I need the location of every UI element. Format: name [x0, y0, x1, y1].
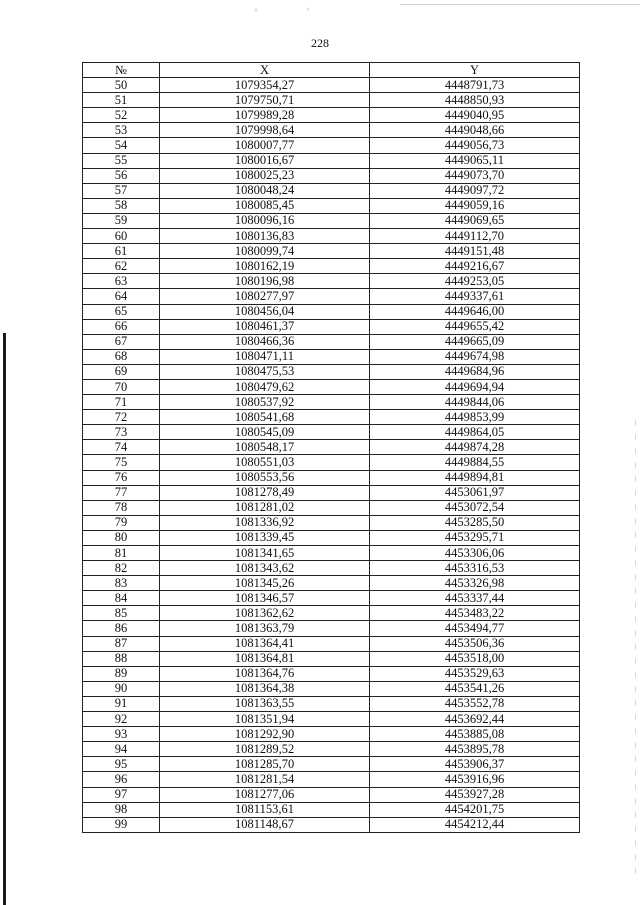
cell-number: 89: [83, 666, 160, 681]
table-row: [83, 410, 580, 425]
cell-y: 4453541,26: [370, 681, 580, 696]
table-row: [83, 108, 580, 123]
cell-x: 1081364,81: [160, 651, 370, 666]
header-number: №: [83, 63, 160, 78]
cell-y: 4449056,73: [370, 138, 580, 153]
cell-x: 1080096,16: [160, 213, 370, 228]
cell-number: 55: [83, 153, 160, 168]
cell-y: 4449684,96: [370, 364, 580, 379]
cell-number: 50: [83, 78, 160, 93]
cell-x: 1080479,62: [160, 379, 370, 394]
cell-x: 1079989,28: [160, 108, 370, 123]
cell-y: 4449048,66: [370, 123, 580, 138]
cell-y: 4453061,97: [370, 485, 580, 500]
cell-number: 63: [83, 274, 160, 289]
cell-x: 1080085,45: [160, 198, 370, 213]
cell-y: 4449864,05: [370, 425, 580, 440]
cell-y: 4453494,77: [370, 621, 580, 636]
cell-number: 96: [83, 772, 160, 787]
cell-x: 1080545,09: [160, 425, 370, 440]
cell-x: 1081277,06: [160, 787, 370, 802]
table-row: [83, 485, 580, 500]
cell-number: 79: [83, 515, 160, 530]
table-row: [83, 696, 580, 711]
table-row: [83, 757, 580, 772]
cell-number: 91: [83, 696, 160, 711]
cell-number: 88: [83, 651, 160, 666]
cell-y: 4449065,11: [370, 153, 580, 168]
cell-number: 62: [83, 259, 160, 274]
cell-number: 83: [83, 576, 160, 591]
table-row: [83, 727, 580, 742]
page-number: 228: [311, 36, 329, 50]
cell-y: 4449253,05: [370, 274, 580, 289]
cell-y: 4449337,61: [370, 289, 580, 304]
cell-x: 1081363,55: [160, 696, 370, 711]
cell-x: 1080196,98: [160, 274, 370, 289]
cell-x: 1079354,27: [160, 78, 370, 93]
table-row: [83, 395, 580, 410]
table-row: [83, 561, 580, 576]
table-row: [83, 364, 580, 379]
cell-y: 4449097,72: [370, 183, 580, 198]
cell-y: 4449694,94: [370, 379, 580, 394]
cell-number: 61: [83, 244, 160, 259]
table-row: [83, 787, 580, 802]
cell-y: 4454201,75: [370, 802, 580, 817]
table-row: [83, 712, 580, 727]
cell-number: 60: [83, 229, 160, 244]
cell-x: 1080537,92: [160, 395, 370, 410]
cell-x: 1081362,62: [160, 606, 370, 621]
cell-number: 81: [83, 546, 160, 561]
cell-x: 1079998,64: [160, 123, 370, 138]
table-row: [83, 334, 580, 349]
cell-x: 1080548,17: [160, 440, 370, 455]
cell-y: 4453316,53: [370, 561, 580, 576]
cell-number: 75: [83, 455, 160, 470]
table-row: [83, 681, 580, 696]
cell-number: 98: [83, 802, 160, 817]
cell-number: 84: [83, 591, 160, 606]
cell-number: 70: [83, 379, 160, 394]
cell-number: 54: [83, 138, 160, 153]
cell-number: 53: [83, 123, 160, 138]
cell-x: 1080475,53: [160, 364, 370, 379]
cell-y: 4453529,63: [370, 666, 580, 681]
cell-y: 4453506,36: [370, 636, 580, 651]
cell-x: 1080048,24: [160, 183, 370, 198]
cell-x: 1081289,52: [160, 742, 370, 757]
table-row: [83, 138, 580, 153]
table-row: [83, 259, 580, 274]
cell-y: 4449073,70: [370, 168, 580, 183]
cell-x: 1081278,49: [160, 485, 370, 500]
table-row: [83, 651, 580, 666]
cell-number: 65: [83, 304, 160, 319]
cell-x: 1080099,74: [160, 244, 370, 259]
cell-y: 4449059,16: [370, 198, 580, 213]
cell-number: 97: [83, 787, 160, 802]
cell-x: 1079750,71: [160, 93, 370, 108]
table-row: [83, 666, 580, 681]
table-row: [83, 213, 580, 228]
cell-x: 1081341,65: [160, 546, 370, 561]
table-row: [83, 802, 580, 817]
cell-y: 4453326,98: [370, 576, 580, 591]
table-row: [83, 168, 580, 183]
cell-number: 82: [83, 561, 160, 576]
table-row: [83, 78, 580, 93]
cell-x: 1080025,23: [160, 168, 370, 183]
table-row: [83, 229, 580, 244]
cell-number: 86: [83, 621, 160, 636]
cell-x: 1080553,56: [160, 470, 370, 485]
cell-x: 1081363,79: [160, 621, 370, 636]
cell-y: 4449665,09: [370, 334, 580, 349]
table-row: [83, 349, 580, 364]
cell-number: 92: [83, 712, 160, 727]
cell-y: 4453483,22: [370, 606, 580, 621]
cell-x: 1080277,97: [160, 289, 370, 304]
table-row: [83, 198, 580, 213]
cell-x: 1081285,70: [160, 757, 370, 772]
table-row: [83, 455, 580, 470]
cell-y: 4449655,42: [370, 319, 580, 334]
cell-number: 51: [83, 93, 160, 108]
header-x: X: [160, 63, 370, 78]
table-header-row: [83, 63, 580, 78]
table-row: [83, 470, 580, 485]
table-row: [83, 546, 580, 561]
table-row: [83, 93, 580, 108]
cell-number: 59: [83, 213, 160, 228]
table-row: [83, 425, 580, 440]
cell-y: 4453885,08: [370, 727, 580, 742]
cell-x: 1080461,37: [160, 319, 370, 334]
cell-x: 1081336,92: [160, 515, 370, 530]
cell-number: 64: [83, 289, 160, 304]
table-row: [83, 636, 580, 651]
cell-x: 1081281,02: [160, 500, 370, 515]
scan-artifact-line: [400, 4, 640, 5]
cell-y: 4449853,99: [370, 410, 580, 425]
cell-y: 4448791,73: [370, 78, 580, 93]
cell-x: 1081346,57: [160, 591, 370, 606]
cell-number: 71: [83, 395, 160, 410]
cell-x: 1081364,41: [160, 636, 370, 651]
table-row: [83, 304, 580, 319]
cell-number: 80: [83, 530, 160, 545]
cell-y: 4453518,00: [370, 651, 580, 666]
cell-y: 4453306,06: [370, 546, 580, 561]
cell-y: 4448850,93: [370, 93, 580, 108]
table-row: [83, 742, 580, 757]
cell-x: 1081364,38: [160, 681, 370, 696]
cell-y: 4453927,28: [370, 787, 580, 802]
cell-y: 4453337,44: [370, 591, 580, 606]
cell-y: 4449216,67: [370, 259, 580, 274]
table-row: [83, 500, 580, 515]
cell-x: 1080016,67: [160, 153, 370, 168]
table-row: [83, 289, 580, 304]
cell-number: 87: [83, 636, 160, 651]
cell-number: 56: [83, 168, 160, 183]
cell-number: 57: [83, 183, 160, 198]
header-y: Y: [370, 63, 580, 78]
cell-x: 1080471,11: [160, 349, 370, 364]
cell-y: 4449674,98: [370, 349, 580, 364]
cell-number: 94: [83, 742, 160, 757]
cell-y: 4453895,78: [370, 742, 580, 757]
cell-y: 4449884,55: [370, 455, 580, 470]
cell-y: 4453295,71: [370, 530, 580, 545]
table-row: [83, 621, 580, 636]
cell-y: 4453072,54: [370, 500, 580, 515]
table-row: [83, 530, 580, 545]
cell-y: 4449894,81: [370, 470, 580, 485]
table-row: [83, 515, 580, 530]
cell-x: 1081343,62: [160, 561, 370, 576]
table-row: [83, 274, 580, 289]
cell-number: 52: [83, 108, 160, 123]
binding-edge-mark: [3, 333, 6, 905]
cell-x: 1081364,76: [160, 666, 370, 681]
cell-x: 1080007,77: [160, 138, 370, 153]
cell-number: 99: [83, 817, 160, 832]
cell-number: 74: [83, 440, 160, 455]
cell-number: 78: [83, 500, 160, 515]
cell-x: 1081292,90: [160, 727, 370, 742]
cell-number: 93: [83, 727, 160, 742]
table-row: [83, 153, 580, 168]
cell-y: 4449040,95: [370, 108, 580, 123]
cell-number: 90: [83, 681, 160, 696]
scan-artifact-right: [635, 420, 636, 880]
cell-x: 1081281,54: [160, 772, 370, 787]
cell-y: 4449069,65: [370, 213, 580, 228]
cell-number: 66: [83, 319, 160, 334]
cell-x: 1081153,61: [160, 802, 370, 817]
cell-y: 4453906,37: [370, 757, 580, 772]
cell-number: 76: [83, 470, 160, 485]
cell-y: 4453285,50: [370, 515, 580, 530]
cell-number: 95: [83, 757, 160, 772]
cell-y: 4454212,44: [370, 817, 580, 832]
cell-number: 58: [83, 198, 160, 213]
cell-y: 4449151,48: [370, 244, 580, 259]
scan-artifact-top: [230, 6, 360, 14]
cell-number: 72: [83, 410, 160, 425]
table-row: [83, 772, 580, 787]
table-row: [83, 183, 580, 198]
table-row: [83, 591, 580, 606]
cell-number: 77: [83, 485, 160, 500]
cell-y: 4449112,70: [370, 229, 580, 244]
cell-x: 1080466,36: [160, 334, 370, 349]
cell-y: 4453552,78: [370, 696, 580, 711]
cell-number: 73: [83, 425, 160, 440]
cell-x: 1081339,45: [160, 530, 370, 545]
cell-number: 67: [83, 334, 160, 349]
cell-x: 1080551,03: [160, 455, 370, 470]
cell-x: 1080162,19: [160, 259, 370, 274]
table-row: [83, 440, 580, 455]
table-row: [83, 576, 580, 591]
cell-number: 68: [83, 349, 160, 364]
cell-y: 4449874,28: [370, 440, 580, 455]
cell-y: 4449646,00: [370, 304, 580, 319]
cell-y: 4449844,06: [370, 395, 580, 410]
cell-x: 1081351,94: [160, 712, 370, 727]
table-row: [83, 606, 580, 621]
cell-number: 69: [83, 364, 160, 379]
cell-x: 1081345,26: [160, 576, 370, 591]
cell-x: 1081148,67: [160, 817, 370, 832]
cell-x: 1080456,04: [160, 304, 370, 319]
table-row: [83, 319, 580, 334]
table-row: [83, 817, 580, 832]
cell-x: 1080541,68: [160, 410, 370, 425]
coordinates-table: [82, 62, 580, 833]
cell-y: 4453916,96: [370, 772, 580, 787]
table-row: [83, 123, 580, 138]
table-body: [83, 78, 580, 833]
cell-x: 1080136,83: [160, 229, 370, 244]
table-row: [83, 379, 580, 394]
table-row: [83, 244, 580, 259]
cell-y: 4453692,44: [370, 712, 580, 727]
cell-number: 85: [83, 606, 160, 621]
